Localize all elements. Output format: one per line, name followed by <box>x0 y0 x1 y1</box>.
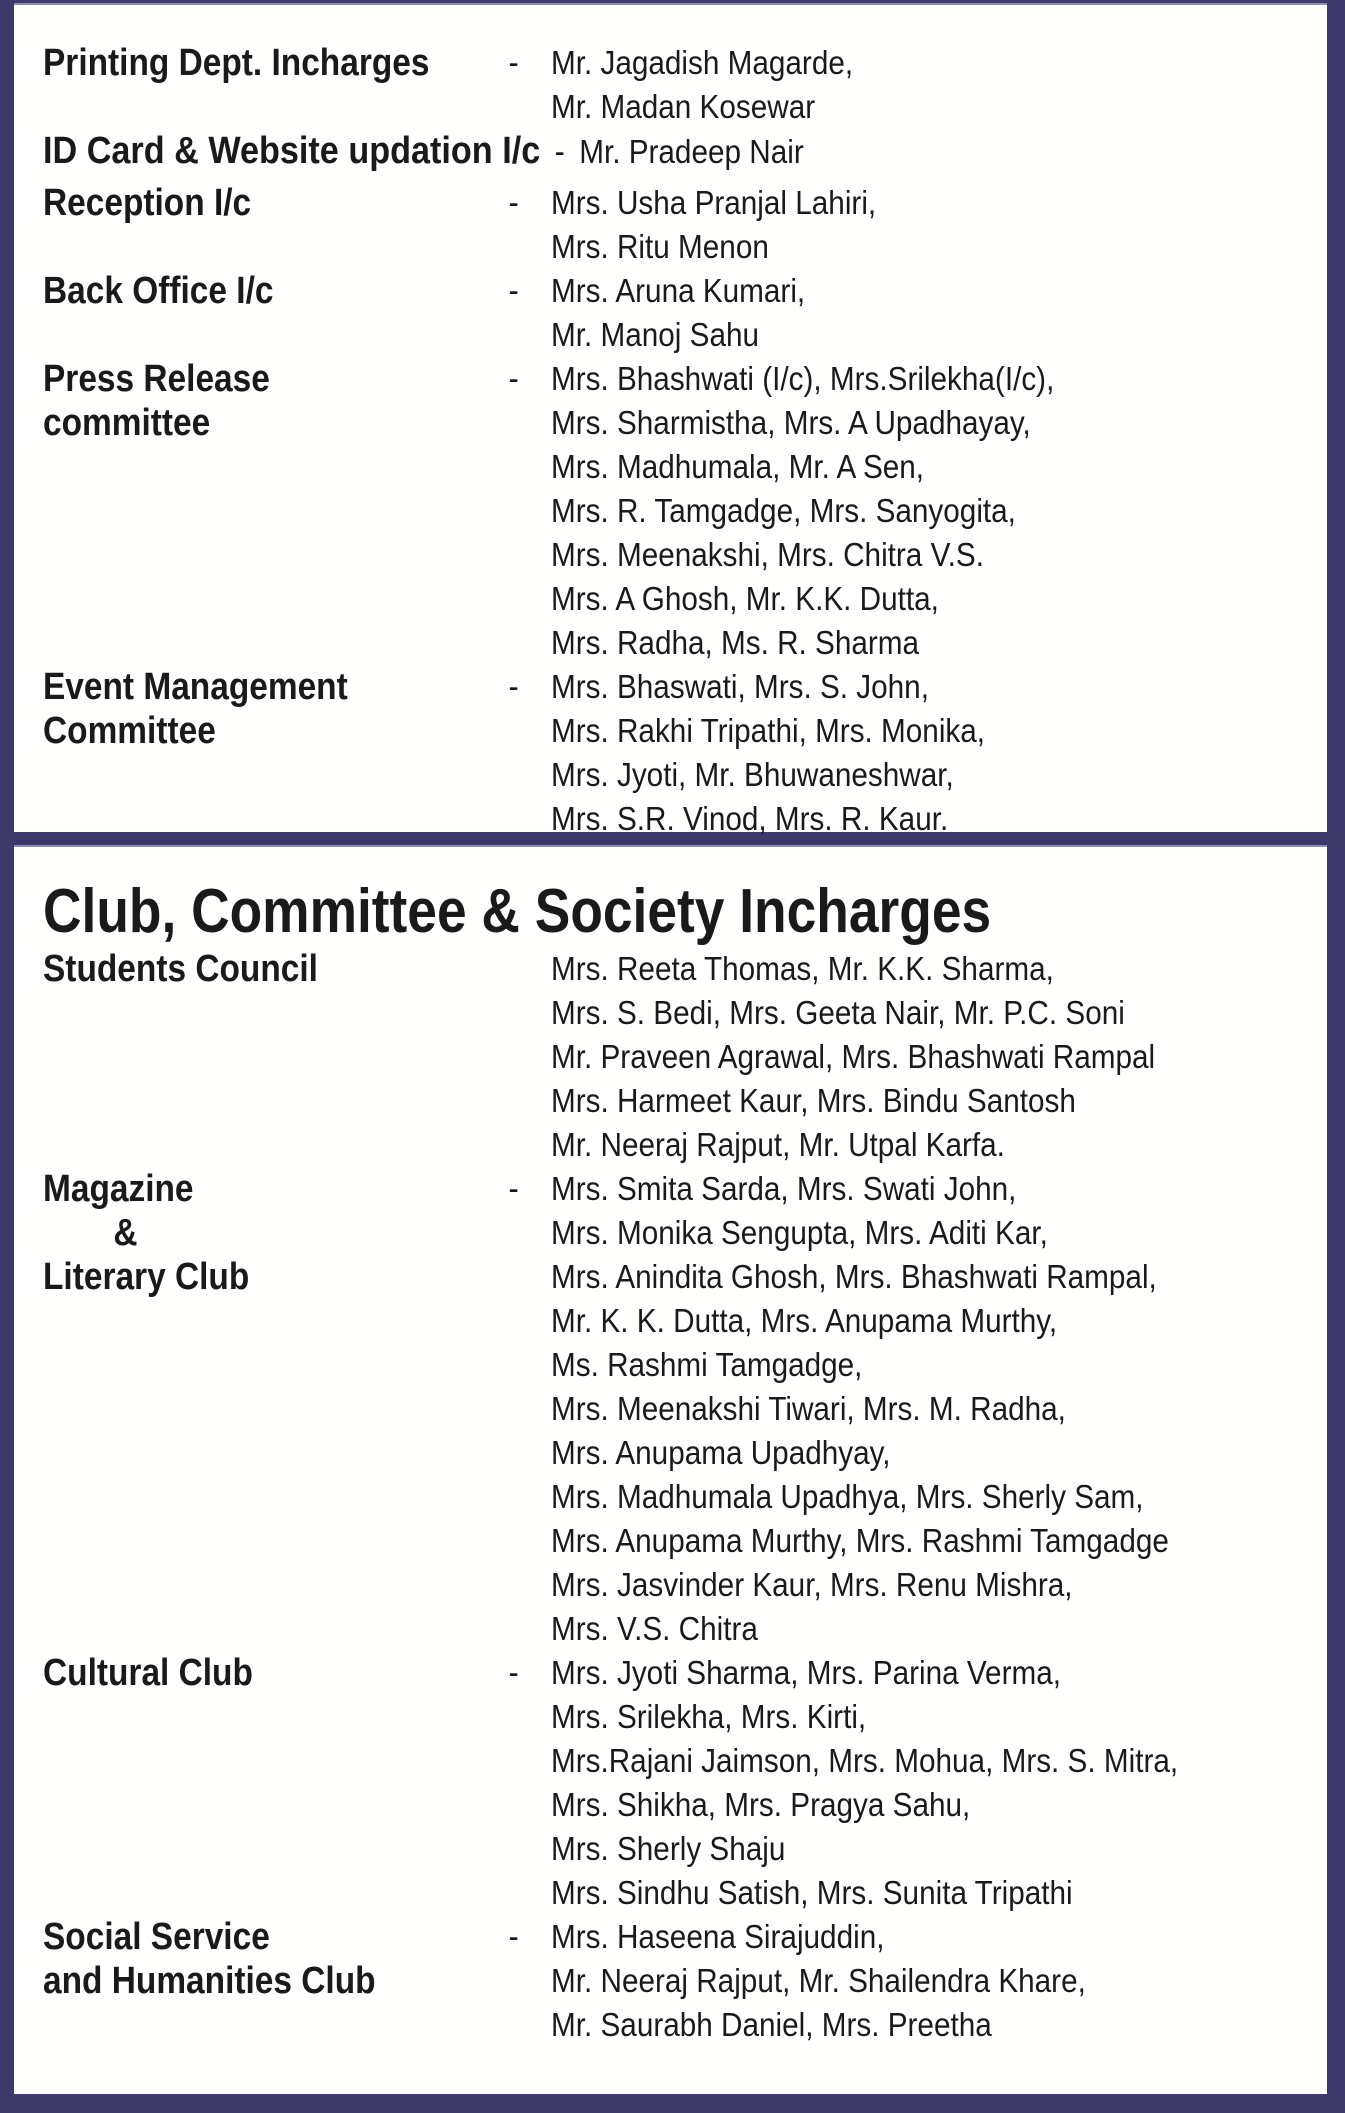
entry-reception <box>43 181 1307 269</box>
entry-label-line: Reception I/c <box>43 182 252 224</box>
entry-name-line: Mr. K. K. Dutta, Mrs. Anupama Murthy, <box>551 1302 1058 1339</box>
entry-names <box>551 41 1307 129</box>
entry-dash: - <box>508 668 519 706</box>
entry-name-line: Mrs. Anupama Murthy, Mrs. Rashmi Tamgadge <box>551 1522 1169 1559</box>
entry-label <box>43 665 483 753</box>
entry-label-line: committee <box>43 402 211 444</box>
entry-dash: - <box>508 1170 519 1208</box>
entry-name-line: Mrs. Madhumala, Mr. A Sen, <box>551 448 925 485</box>
entry-name-line: Mrs. Haseena Sirajuddin, <box>551 1918 885 1955</box>
entry-name-line: Mrs. A Ghosh, Mr. K.K. Dutta, <box>551 580 939 617</box>
entry-dash: - <box>508 1918 519 1956</box>
entry-label-line: Committee <box>43 710 216 752</box>
entry-label <box>43 181 483 225</box>
entry-name-line: Mrs. Jyoti, Mr. Bhuwaneshwar, <box>551 756 954 793</box>
entry-dash: - <box>508 272 519 310</box>
entry-name-line: Mrs. Meenakshi Tiwari, Mrs. M. Radha, <box>551 1390 1066 1427</box>
entry-name-line: Mrs. Sharmistha, Mrs. A Upadhayay, <box>551 404 1031 441</box>
entry-students-council <box>43 947 1307 1167</box>
entry-name-line: Mrs. Anupama Upadhyay, <box>551 1434 891 1471</box>
entry-name-line: Mr. Praveen Agrawal, Mrs. Bhashwati Rampal <box>551 1038 1156 1075</box>
entry-name-line: Mrs. Aruna Kumari, <box>551 272 806 309</box>
entry-dash: - <box>508 184 519 222</box>
entry-label-line: Social Service <box>43 1916 270 1958</box>
entry-dash: - <box>554 133 565 171</box>
entry-name-line: Mr. Neeraj Rajput, Mr. Shailendra Khare, <box>551 1962 1086 1999</box>
entry-label-line: Magazine <box>43 1168 194 1210</box>
entry-label <box>43 947 483 991</box>
entry-name-line: Mrs. Meenakshi, Mrs. Chitra V.S. <box>551 536 984 573</box>
entry-label-line: Back Office I/c <box>43 270 274 312</box>
entry-names <box>551 1915 1307 2047</box>
panel-title: Club, Committee & Society Incharges <box>43 877 992 946</box>
entry-name-line: Mrs. Ritu Menon <box>551 228 769 265</box>
entry-label-line: & <box>113 1212 138 1254</box>
entry-social-service-humanities-club <box>43 1915 1307 2047</box>
entry-names <box>551 947 1307 1167</box>
entry-name-line: Mrs.Rajani Jaimson, Mrs. Mohua, Mrs. S. Mitra, <box>551 1742 1179 1779</box>
entry-name-line: Mrs. V.S. Chitra <box>551 1610 758 1647</box>
entry-name-line: Mrs. Jasvinder Kaur, Mrs. Renu Mishra, <box>551 1566 1073 1603</box>
entry-name-line: Mrs. Bhashwati (I/c), Mrs.Srilekha(I/c), <box>551 360 1055 397</box>
entry-cultural-club <box>43 1651 1307 1915</box>
entry-names <box>551 1651 1307 1915</box>
entry-name-line: Mrs. Usha Pranjal Lahiri, <box>551 184 877 221</box>
entry-name-line: Mrs. Sindhu Satish, Mrs. Sunita Tripathi <box>551 1874 1073 1911</box>
entry-name-line: Mrs. Monika Sengupta, Mrs. Aditi Kar, <box>551 1214 1048 1251</box>
entry-dash: - <box>508 1654 519 1692</box>
entry-name-line: Mrs. Shikha, Mrs. Pragya Sahu, <box>551 1786 971 1823</box>
entry-name-line: Mr. Saurabh Daniel, Mrs. Preetha <box>551 2006 992 2043</box>
entry-name-line: Mr. Neeraj Rajput, Mr. Utpal Karfa. <box>551 1126 1005 1163</box>
club-committee-society-list <box>14 847 1327 2047</box>
entry-name-line: Mrs. Radha, Ms. R. Sharma <box>551 624 920 661</box>
entry-name-line: Mr. Manoj Sahu <box>551 316 760 353</box>
entry-label-line: Students Council <box>43 948 318 990</box>
entry-label <box>43 1167 483 1299</box>
entry-name-line: Mr. Madan Kosewar <box>551 88 816 125</box>
entry-name-line: Mrs. Madhumala Upadhya, Mrs. Sherly Sam, <box>551 1478 1144 1515</box>
entry-event-management-committee <box>43 665 1307 841</box>
entry-label-line: and Humanities Club <box>43 1960 376 2002</box>
office-incharges-list <box>14 5 1327 841</box>
entry-names <box>551 181 1307 269</box>
entry-label <box>43 269 483 313</box>
entry-name-line: Mrs. Rakhi Tripathi, Mrs. Monika, <box>551 712 986 749</box>
entry-dash: - <box>508 44 519 82</box>
entry-name-line: Ms. Rashmi Tamgadge, <box>551 1346 863 1383</box>
entry-label-line: Cultural Club <box>43 1652 253 1694</box>
entry-label <box>43 357 483 445</box>
entry-id-card-website-updation <box>43 129 1181 181</box>
entry-names <box>551 1167 1307 1651</box>
entry-printing-dept-incharges <box>43 41 1307 129</box>
entry-name-line: Mrs. R. Tamgadge, Mrs. Sanyogita, <box>551 492 1016 529</box>
entry-label-line: Press Release <box>43 358 270 400</box>
entry-label <box>43 1915 483 2003</box>
entry-name-line: Mrs. Jyoti Sharma, Mrs. Parina Verma, <box>551 1654 1061 1691</box>
entry-name-line: Mrs. Harmeet Kaur, Mrs. Bindu Santosh <box>551 1082 1076 1119</box>
entry-back-office <box>43 269 1307 357</box>
entry-names <box>551 269 1307 357</box>
entry-name-line: Mr. Jagadish Magarde, <box>551 44 854 81</box>
entry-label <box>43 41 483 85</box>
club-committee-society-panel <box>14 845 1327 2094</box>
entry-names <box>551 665 1307 841</box>
entry-name-line: Mrs. S.R. Vinod, Mrs. R. Kaur. <box>551 800 949 837</box>
entry-name-line: Mrs. Smita Sarda, Mrs. Swati John, <box>551 1170 1017 1207</box>
entry-dash: - <box>508 360 519 398</box>
entry-name-line: Mr. Pradeep Nair <box>579 133 804 170</box>
office-incharges-panel <box>14 3 1327 837</box>
entry-label <box>43 1651 483 1695</box>
entry-names <box>551 357 1307 665</box>
entry-name-line: Mrs. Bhaswati, Mrs. S. John, <box>551 668 929 705</box>
entry-name-line: Mrs. Anindita Ghosh, Mrs. Bhashwati Rampal, <box>551 1258 1157 1295</box>
entry-label-line: Literary Club <box>43 1256 250 1298</box>
entry-name-line: Mrs. Srilekha, Mrs. Kirti, <box>551 1698 867 1735</box>
entry-label-line: Printing Dept. Incharges <box>43 42 430 84</box>
entry-name-line: Mrs. Reeta Thomas, Mr. K.K. Sharma, <box>551 950 1054 987</box>
entry-name-line: Mrs. S. Bedi, Mrs. Geeta Nair, Mr. P.C. Soni <box>551 994 1125 1031</box>
entry-label-line: Event Management <box>43 666 348 708</box>
entry-press-release-committee <box>43 357 1307 665</box>
entry-name-line: Mrs. Sherly Shaju <box>551 1830 786 1867</box>
entry-magazine-literary-club <box>43 1167 1307 1651</box>
entry-label: ID Card & Website updation I/c <box>43 130 541 172</box>
